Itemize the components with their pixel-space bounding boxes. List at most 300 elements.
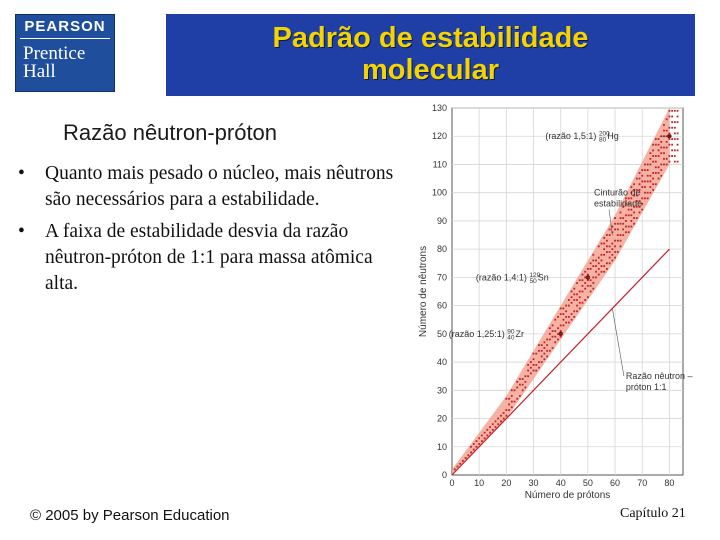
nuclide-point	[617, 234, 619, 236]
nuclide-point	[677, 116, 679, 118]
nuclide-point	[524, 375, 526, 377]
nuclide-point	[590, 285, 592, 287]
nuclide-point	[587, 285, 589, 287]
nuclide-point	[552, 336, 554, 338]
logo-brand: PEARSON	[24, 18, 106, 35]
y-tick-label: 10	[436, 441, 447, 452]
nuclide-point	[647, 192, 649, 194]
nuclide-point	[573, 288, 575, 290]
nuclide-point	[628, 231, 630, 233]
nuclide-point	[606, 240, 608, 242]
nuclide-point	[560, 324, 562, 326]
nuclide-point	[677, 149, 679, 151]
nuclide-point	[538, 344, 540, 346]
nuclide-point	[641, 175, 643, 177]
nuclide-point	[652, 149, 654, 151]
nuclide-point	[557, 339, 559, 341]
nuclide-point	[486, 435, 488, 437]
x-tick-label: 10	[474, 478, 485, 488]
nuclide-point	[489, 426, 491, 428]
nuclide-point	[647, 175, 649, 177]
nuclide-point	[590, 268, 592, 270]
nuclide-point	[644, 186, 646, 188]
nuclide-point	[481, 440, 483, 442]
nuclide-point	[611, 248, 613, 250]
nuclide-point	[669, 144, 671, 146]
nuclide-point	[655, 166, 657, 168]
nuclide-point	[609, 257, 611, 259]
nuclide-point	[533, 358, 535, 360]
slide-title-line1: Padrão de estabilidade	[272, 22, 589, 54]
nuclide-point	[649, 158, 651, 160]
nuclide-point	[674, 127, 676, 129]
nuclide-point	[541, 356, 543, 358]
nuclide-point	[641, 186, 643, 188]
nuclide-point	[669, 110, 671, 112]
x-axis-label: Número de prótons	[524, 490, 611, 501]
nuclide-point	[546, 356, 548, 358]
nuclide-point	[630, 214, 632, 216]
nuclide-point	[655, 183, 657, 185]
copyright-footer: © 2005 by Pearson Education	[30, 507, 230, 524]
nuclide-point	[565, 322, 567, 324]
isotope-symbol: Sn	[537, 272, 549, 283]
nuclide-point	[467, 454, 469, 456]
nuclide-point	[666, 147, 668, 149]
nuclide-point	[633, 217, 635, 219]
nuclide-point	[630, 226, 632, 228]
nuclide-point	[582, 302, 584, 304]
nuclide-point	[514, 401, 516, 403]
nuclide-point	[544, 358, 546, 360]
nuclide-point	[652, 178, 654, 180]
nuclide-point	[622, 228, 624, 230]
nuclide-point	[511, 401, 513, 403]
nuclide-point	[579, 296, 581, 298]
nuclide-point	[671, 149, 673, 151]
nuclide-point	[601, 254, 603, 256]
nuclide-point	[652, 172, 654, 174]
y-axis-label: Número de nêutrons	[418, 245, 429, 338]
isotope-atomic-number: 50	[529, 277, 537, 285]
nuclide-point	[565, 305, 567, 307]
nuclide-point	[503, 412, 505, 414]
slide-title	[166, 22, 695, 86]
nuclide-point	[511, 406, 513, 408]
nuclide-point	[527, 370, 529, 372]
nuclide-point	[649, 181, 651, 183]
nuclide-point	[658, 149, 660, 151]
nuclide-point	[666, 130, 668, 132]
nuclide-point	[606, 262, 608, 264]
y-tick-label: 90	[436, 215, 447, 226]
nuclide-point	[658, 172, 660, 174]
nuclide-point	[660, 175, 662, 177]
nuclide-point	[590, 262, 592, 264]
nuclide-point	[601, 265, 603, 267]
isotope-atomic-number: 40	[507, 334, 515, 342]
x-tick-label: 50	[582, 478, 593, 488]
nuclide-point	[660, 141, 662, 143]
bullet-dot-icon: •	[18, 163, 25, 184]
nuclide-point	[560, 313, 562, 315]
nuclide-point	[652, 144, 654, 146]
nuclide-point	[484, 432, 486, 434]
nuclide-point	[522, 384, 524, 386]
nuclide-point	[552, 330, 554, 332]
nuclide-point	[614, 228, 616, 230]
nuclide-point	[470, 446, 472, 448]
nuclide-point	[579, 291, 581, 293]
nuclide-point	[625, 226, 627, 228]
nuclide-point	[538, 367, 540, 369]
isotope-mass-number: 90	[507, 328, 515, 336]
nuclide-point	[658, 144, 660, 146]
nuclide-point	[470, 452, 472, 454]
nuclide-point	[649, 186, 651, 188]
nuclide-point	[652, 183, 654, 185]
nuclide-point	[630, 209, 632, 211]
nuclide-point	[622, 234, 624, 236]
nuclide-point	[677, 138, 679, 140]
bullet-text: Quanto mais pesado o núcleo, mais nêutrons são necessários para a estabilidade.	[45, 163, 394, 210]
nuclide-point	[571, 302, 573, 304]
nuclide-point	[524, 387, 526, 389]
nuclide-point	[671, 110, 673, 112]
x-tick-label: 70	[637, 478, 648, 488]
nuclide-point	[516, 387, 518, 389]
nuclide-point	[620, 240, 622, 242]
nuclide-point	[671, 127, 673, 129]
nuclide-point	[592, 282, 594, 284]
nuclide-point	[598, 268, 600, 270]
nuclide-point	[576, 310, 578, 312]
y-tick-label: 120	[431, 131, 447, 142]
nuclide-point	[533, 370, 535, 372]
nuclide-point	[625, 220, 627, 222]
nuclide-point	[571, 296, 573, 298]
nuclide-point	[563, 313, 565, 315]
nuclide-point	[669, 155, 671, 157]
nuclide-point	[598, 274, 600, 276]
nuclide-point	[649, 152, 651, 154]
nuclide-point	[644, 164, 646, 166]
y-tick-label: 110	[432, 159, 447, 170]
nuclide-point	[538, 361, 540, 363]
nuclide-point	[655, 144, 657, 146]
nuclide-point	[554, 319, 556, 321]
y-tick-label: 0	[441, 470, 447, 480]
nuclide-point	[614, 217, 616, 219]
nuclide-point	[606, 251, 608, 253]
nuclide-point	[486, 429, 488, 431]
nuclide-point	[587, 268, 589, 270]
nuclide-point	[505, 409, 507, 411]
nuclide-point	[554, 336, 556, 338]
nuclide-point	[647, 169, 649, 171]
nuclide-point	[633, 212, 635, 214]
nuclide-point	[660, 164, 662, 166]
nuclide-point	[677, 133, 679, 135]
nuclide-point	[565, 310, 567, 312]
nuclide-point	[522, 389, 524, 391]
nuclide-point	[633, 223, 635, 225]
nuclide-point	[620, 223, 622, 225]
nuclide-point	[595, 265, 597, 267]
y-tick-label: 60	[436, 300, 447, 311]
nuclide-point	[546, 344, 548, 346]
nuclide-point	[560, 308, 562, 310]
nuclide-point	[603, 265, 605, 267]
nuclide-point	[563, 319, 565, 321]
nuclide-point	[495, 420, 497, 422]
nuclide-point	[674, 155, 676, 157]
nuclide-point	[674, 161, 676, 163]
nuclide-point	[557, 316, 559, 318]
nuclide-point	[546, 350, 548, 352]
nuclide-point	[620, 234, 622, 236]
nuclide-point	[544, 347, 546, 349]
nuclide-point	[533, 364, 535, 366]
belt-label-line2: estabilidade	[594, 198, 643, 209]
y-tick-label: 30	[436, 385, 447, 396]
nuclide-point	[617, 251, 619, 253]
nuclide-point	[503, 418, 505, 420]
nuclide-point	[508, 404, 510, 406]
isotope-mass-number: 200	[598, 130, 610, 138]
nuclide-point	[671, 144, 673, 146]
nuclide-point	[639, 172, 641, 174]
nuclide-point	[652, 155, 654, 157]
nuclide-point	[514, 389, 516, 391]
nuclide-point	[481, 435, 483, 437]
nuclide-point	[671, 155, 673, 157]
bullet-item	[18, 161, 398, 213]
nuclide-point	[576, 305, 578, 307]
nuclide-point	[549, 333, 551, 335]
nuclide-point	[590, 279, 592, 281]
nuclide-point	[603, 243, 605, 245]
nuclide-point	[658, 138, 660, 140]
y-tick-label: 130	[431, 103, 447, 113]
nuclide-point	[658, 166, 660, 168]
nuclide-point	[601, 271, 603, 273]
nuclide-point	[582, 274, 584, 276]
nuclide-point	[595, 276, 597, 278]
isotope-ratio-text: (razão 1,4:1)	[475, 272, 530, 283]
nuclide-point	[582, 291, 584, 293]
nuclide-point	[535, 370, 537, 372]
nuclide-point	[666, 158, 668, 160]
nuclide-point	[611, 226, 613, 228]
nuclide-point	[576, 299, 578, 301]
nuclide-point	[582, 285, 584, 287]
nuclide-point	[473, 449, 475, 451]
nuclide-point	[579, 302, 581, 304]
nuclide-point	[614, 257, 616, 259]
nuclide-point	[601, 243, 603, 245]
isotope-marker	[667, 134, 671, 138]
nuclide-point	[636, 217, 638, 219]
nuclide-point	[655, 161, 657, 163]
nuclide-point	[571, 291, 573, 293]
nuclide-point	[660, 152, 662, 154]
nuclide-point	[459, 463, 461, 465]
nuclide-point	[492, 423, 494, 425]
nuclide-point	[598, 257, 600, 259]
nuclide-point	[603, 248, 605, 250]
nuclide-point	[478, 443, 480, 445]
nuclide-point	[617, 228, 619, 230]
nuclide-point	[568, 299, 570, 301]
nuclide-point	[511, 395, 513, 397]
nuclide-point	[598, 245, 600, 247]
nuclide-point	[601, 260, 603, 262]
nuclide-point	[576, 282, 578, 284]
nuclide-point	[658, 178, 660, 180]
nuclide-point	[663, 130, 665, 132]
nuclide-point	[644, 197, 646, 199]
nuclide-point	[524, 381, 526, 383]
nuclide-point	[549, 339, 551, 341]
nuclide-point	[497, 418, 499, 420]
nuclide-point	[655, 155, 657, 157]
nuclide-point	[606, 234, 608, 236]
nuclide-point	[576, 293, 578, 295]
nuclide-point	[565, 316, 567, 318]
nuclide-point	[660, 169, 662, 171]
logo-imprint	[23, 45, 85, 81]
nuclide-point	[666, 164, 668, 166]
nuclide-point	[666, 118, 668, 120]
nuclide-point	[655, 138, 657, 140]
ratio-line-label-line1: Razão nêutron –	[625, 371, 693, 382]
nuclide-point	[628, 226, 630, 228]
isotope-mass-number: 120	[529, 271, 541, 279]
nuclide-point	[522, 378, 524, 380]
nuclide-point	[587, 296, 589, 298]
x-tick-label: 0	[449, 478, 455, 488]
nuclide-point	[669, 161, 671, 163]
x-tick-label: 40	[555, 478, 566, 488]
nuclide-point	[454, 468, 456, 470]
nuclide-point	[639, 212, 641, 214]
nuclide-point	[511, 389, 513, 391]
nuclide-point	[609, 262, 611, 264]
nuclide-point	[617, 240, 619, 242]
nuclide-point	[573, 316, 575, 318]
nuclide-point	[641, 181, 643, 183]
nuclide-point	[630, 220, 632, 222]
nuclide-point	[568, 316, 570, 318]
nuclide-point	[473, 443, 475, 445]
nuclide-point	[649, 164, 651, 166]
nuclide-point	[614, 223, 616, 225]
nuclide-point	[497, 423, 499, 425]
nuclide-point	[620, 217, 622, 219]
nuclide-point	[644, 181, 646, 183]
nuclide-point	[544, 341, 546, 343]
nuclide-point	[611, 243, 613, 245]
nuclide-point	[568, 322, 570, 324]
nuclide-point	[541, 361, 543, 363]
nuclide-point	[465, 457, 467, 459]
nuclide-point	[530, 372, 532, 374]
nuclide-point	[677, 110, 679, 112]
nuclide-point	[457, 466, 459, 468]
nuclide-point	[535, 364, 537, 366]
y-tick-label: 40	[436, 357, 447, 368]
nuclide-point	[530, 361, 532, 363]
nuclide-point	[541, 344, 543, 346]
nuclide-point	[500, 415, 502, 417]
nuclide-point	[674, 138, 676, 140]
pearson-prentice-hall-logo	[15, 14, 115, 92]
nuclide-point	[535, 353, 537, 355]
slide-subtitle: Razão nêutron-próton	[63, 120, 278, 145]
nuclide-point	[609, 251, 611, 253]
nuclide-point	[663, 152, 665, 154]
nuclide-point	[573, 299, 575, 301]
nuclide-point	[625, 214, 627, 216]
nuclide-point	[609, 245, 611, 247]
nuclide-point	[476, 446, 478, 448]
neutron-proton-chart	[400, 100, 700, 505]
nuclide-point	[639, 178, 641, 180]
nuclide-point	[516, 398, 518, 400]
nuclide-point	[614, 240, 616, 242]
isotope-ratio-text: (razão 1,25:1)	[448, 328, 508, 339]
nuclide-point	[636, 178, 638, 180]
y-tick-label: 20	[436, 413, 447, 424]
nuclide-point	[552, 324, 554, 326]
nuclide-point	[592, 276, 594, 278]
nuclide-point	[671, 116, 673, 118]
nuclide-point	[677, 144, 679, 146]
x-tick-label: 30	[528, 478, 539, 488]
nuclide-point	[674, 149, 676, 151]
nuclide-point	[606, 245, 608, 247]
nuclide-point	[639, 183, 641, 185]
logo-divider	[20, 38, 110, 39]
nuclide-point	[674, 110, 676, 112]
nuclide-point	[671, 121, 673, 123]
nuclide-point	[666, 141, 668, 143]
nuclide-point	[541, 350, 543, 352]
nuclide-point	[641, 169, 643, 171]
isotope-atomic-number: 80	[599, 136, 607, 144]
nuclide-point	[584, 282, 586, 284]
nuclide-point	[549, 350, 551, 352]
nuclide-point	[563, 324, 565, 326]
nuclide-point	[505, 398, 507, 400]
nuclide-point	[677, 121, 679, 123]
y-tick-label: 70	[436, 272, 447, 283]
nuclide-point	[590, 291, 592, 293]
nuclide-point	[508, 398, 510, 400]
nuclide-point	[462, 460, 464, 462]
title-banner	[166, 14, 695, 96]
nuclide-point	[484, 437, 486, 439]
nuclide-point	[584, 299, 586, 301]
x-tick-label: 80	[664, 478, 675, 488]
nuclide-point	[617, 223, 619, 225]
nuclide-point	[609, 234, 611, 236]
nuclide-point	[633, 183, 635, 185]
nuclide-point	[649, 175, 651, 177]
nuclide-point	[649, 192, 651, 194]
nuclide-point	[663, 147, 665, 149]
